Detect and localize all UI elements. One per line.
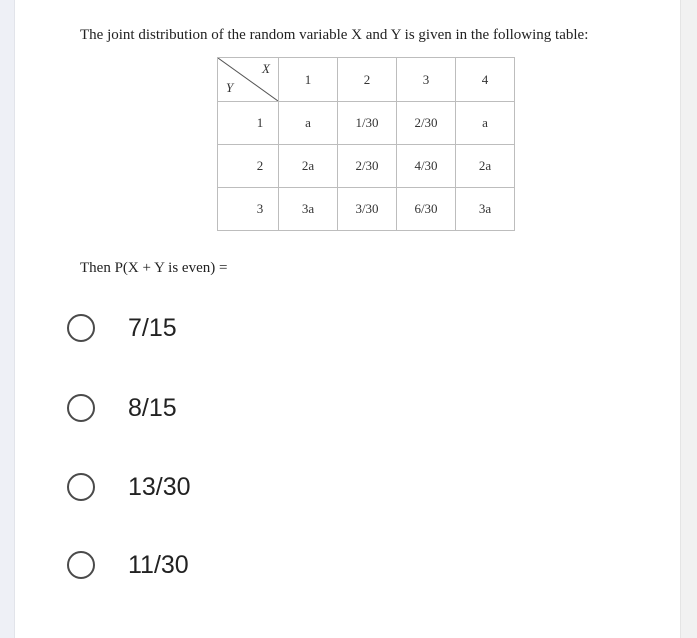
table-row bbox=[218, 102, 515, 145]
radio-button-icon[interactable] bbox=[67, 314, 95, 342]
table-cell: 2/30 bbox=[397, 102, 456, 145]
row-header: 1 bbox=[218, 102, 279, 145]
table-cell: a bbox=[456, 102, 515, 145]
probability-prompt: Then P(X + Y is even) = bbox=[80, 260, 228, 276]
left-margin-bar bbox=[0, 0, 15, 638]
table-row bbox=[218, 188, 515, 231]
radio-button-icon[interactable] bbox=[67, 551, 95, 579]
table-cell: 3a bbox=[279, 188, 338, 231]
option-label: 11/30 bbox=[128, 550, 189, 579]
option-label: 7/15 bbox=[128, 313, 177, 342]
answer-option[interactable] bbox=[67, 550, 189, 580]
option-label: 8/15 bbox=[128, 393, 177, 422]
col-header: 3 bbox=[397, 58, 456, 102]
table-cell: 1/30 bbox=[338, 102, 397, 145]
row-header: 2 bbox=[218, 145, 279, 188]
answer-option[interactable] bbox=[67, 393, 177, 423]
option-label: 13/30 bbox=[128, 472, 191, 501]
joint-distribution-table bbox=[217, 57, 515, 231]
corner-col-var: X bbox=[262, 61, 270, 76]
question-text: The joint distribution of the random variable X and Y is given in the following table: bbox=[80, 27, 589, 43]
radio-button-icon[interactable] bbox=[67, 473, 95, 501]
table-cell: 2/30 bbox=[338, 145, 397, 188]
col-header: 2 bbox=[338, 58, 397, 102]
table-corner-cell bbox=[218, 58, 279, 102]
table-cell: 2a bbox=[279, 145, 338, 188]
corner-row-var: Y bbox=[226, 80, 234, 95]
col-header: 4 bbox=[456, 58, 515, 102]
answer-option[interactable] bbox=[67, 472, 191, 502]
col-header: 1 bbox=[279, 58, 338, 102]
table-cell: 3a bbox=[456, 188, 515, 231]
right-scrollbar[interactable] bbox=[680, 0, 697, 638]
table-cell: 6/30 bbox=[397, 188, 456, 231]
table-cell: 4/30 bbox=[397, 145, 456, 188]
answer-option[interactable] bbox=[67, 313, 177, 343]
row-header: 3 bbox=[218, 188, 279, 231]
table-row bbox=[218, 145, 515, 188]
table-cell: a bbox=[279, 102, 338, 145]
table-cell: 2a bbox=[456, 145, 515, 188]
radio-button-icon[interactable] bbox=[67, 394, 95, 422]
table-cell: 3/30 bbox=[338, 188, 397, 231]
